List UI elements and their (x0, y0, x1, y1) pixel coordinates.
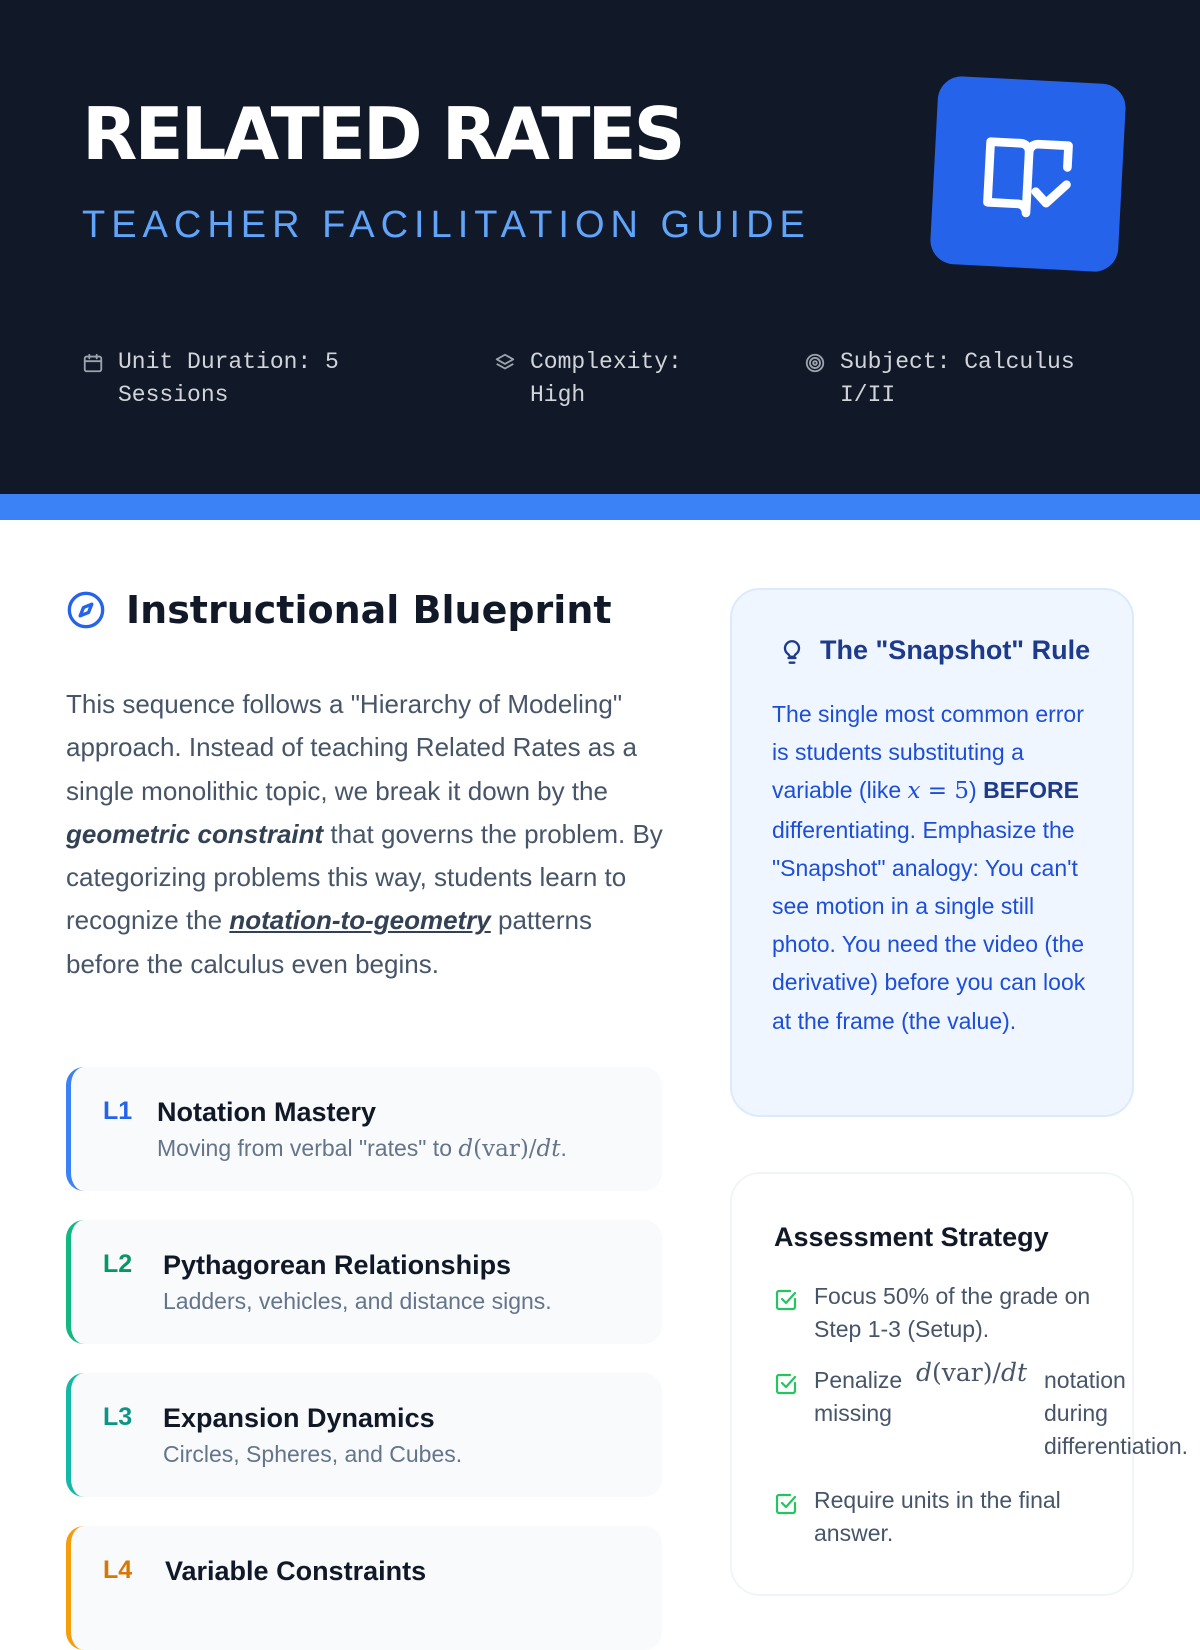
level-code: L3 (103, 1403, 133, 1431)
intro-emphasis-notation-to-geometry: notation-to-geometry (229, 905, 491, 936)
level-card-l3 (66, 1373, 662, 1497)
level-description: Circles, Spheres, and Cubes. (163, 1441, 463, 1467)
snapshot-rule-emphasis: BEFORE (983, 777, 1079, 804)
snapshot-rule-heading (778, 635, 1090, 666)
level-title: Pythagorean Relationships (163, 1250, 512, 1280)
target-icon (804, 352, 826, 374)
assessment-item-2-a: Penalize missing (814, 1367, 903, 1426)
snapshot-rule-card (730, 588, 1134, 1117)
meta-complexity-line2: High (530, 382, 586, 408)
meta-subject-line1: Subject: Calculus (840, 349, 1075, 375)
assessment-title: Assessment Strategy (774, 1222, 1049, 1252)
check-square-icon (774, 1372, 798, 1396)
level-code: L2 (103, 1250, 133, 1278)
intro-text-1: This sequence follows a "Hierarchy of Modeling" approach. Instead of teaching Related Rates as a single monolithic topic, we break it down by the (66, 689, 637, 806)
substitution-example: x = 5 (907, 778, 970, 805)
logo-badge (929, 75, 1127, 273)
level-code: L1 (103, 1097, 133, 1125)
assessment-item-1: Focus 50% of the grade on Step 1-3 (Setup). (814, 1283, 1091, 1342)
calendar-icon (82, 352, 104, 374)
check-square-icon (774, 1492, 798, 1516)
meta-complexity-line1: Complexity: (530, 349, 682, 375)
meta-complexity (494, 346, 682, 412)
assessment-item-2-b: notation during differentiation. (1044, 1367, 1189, 1459)
level-description-text: Moving from verbal "rates" to (157, 1135, 452, 1161)
level-code: L4 (103, 1556, 133, 1584)
level-description: Ladders, vehicles, and distance signs. (163, 1288, 552, 1314)
level-description: Moving from verbal "rates" to d(var)/dt. (157, 1135, 567, 1162)
compass-icon (66, 590, 106, 630)
meta-subject-line2: I/II (840, 382, 896, 408)
meta-duration (82, 346, 339, 412)
layers-icon (494, 352, 516, 374)
blueprint-title: Instructional Blueprint (126, 588, 612, 632)
blueprint-heading (66, 588, 612, 632)
meta-subject (804, 346, 1075, 412)
assessment-item-3: Require units in the final answer. (814, 1487, 1061, 1546)
lightbulb-icon (778, 636, 806, 666)
level-title: Notation Mastery (157, 1097, 377, 1127)
check-square-icon (774, 1288, 798, 1312)
level-card-l1 (66, 1067, 662, 1191)
derivative-notation: d(var)/dt (458, 1136, 561, 1162)
intro-text-3: patterns before the calculus even begins. (66, 905, 592, 979)
intro-text-2: that governs the problem. By categorizing problems this way, students learn to recognize the (66, 818, 663, 936)
assessment-derivative-notation: d(var)/dt (916, 1358, 1028, 1387)
level-title: Variable Constraints (165, 1556, 427, 1586)
intro-emphasis-geometric-constraint: geometric constraint (66, 818, 324, 849)
meta-duration-line1: Unit Duration: 5 (118, 349, 339, 375)
page-title: RELATED RATES (82, 92, 683, 176)
level-card-l2 (66, 1220, 662, 1344)
level-card-l4 (66, 1526, 662, 1650)
book-check-icon (973, 119, 1082, 228)
assessment-strategy-card (730, 1172, 1189, 1596)
header-banner (0, 0, 1200, 494)
meta-duration-line2: Sessions (118, 382, 229, 408)
level-title: Expansion Dynamics (163, 1403, 435, 1433)
snapshot-rule-text: The single most common error is students substituting a variable (like x = 5) BEFORE differentiating. Emphasize the "Snapshot" analogy: You can't see motion in a single still photo. You need the video (the derivative) before you can look at the frame (the value). (772, 701, 1086, 1034)
header-accent-stripe (0, 494, 1200, 520)
snapshot-rule-title: The "Snapshot" Rule (820, 635, 1091, 665)
blueprint-intro (66, 683, 666, 986)
page-subtitle: TEACHER FACILITATION GUIDE (82, 204, 811, 246)
